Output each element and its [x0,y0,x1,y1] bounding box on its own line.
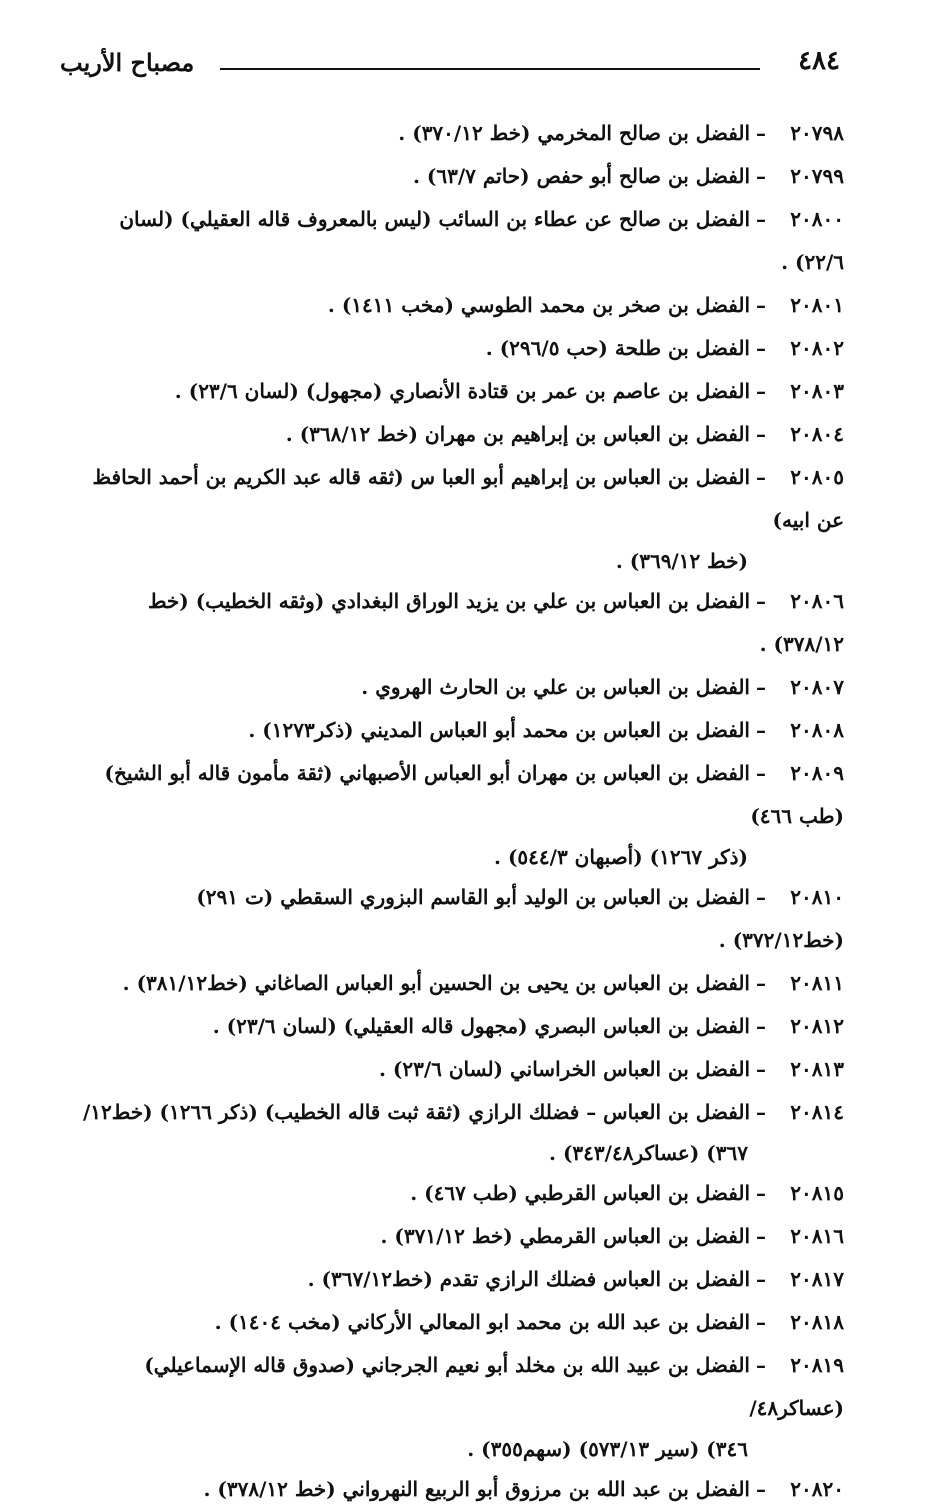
entry-number: ٢٠٨١١ [790,971,844,995]
entry-number: ٢٠٨٠١ [790,293,844,317]
entry [80,284,844,327]
entry [80,1091,844,1172]
entry-text: الفضل بن العباس بن يحيى بن الحسين أبو العباس الصاغاني (خط٣٨١/١٢) . [122,971,750,995]
entry-number: ٢٠٨١٨ [790,1310,844,1334]
header-rule [220,68,760,70]
entry-text: الفضل بن العباس القرمطي (خط ٣٧١/١٢) . [380,1224,750,1248]
entry [80,1344,844,1468]
entry [80,1172,844,1215]
entry-line [80,1172,844,1215]
entry-line [80,456,844,542]
entry-line [80,284,844,327]
entry-dash: – [756,164,766,188]
entry-number: ٢٠٨٠٧ [790,675,844,699]
entry [80,962,844,1005]
entry-text: الفضل بن العباس بن إبراهيم بن مهران (خط ٣٦٨/١٢) . [285,422,750,446]
entry-number: ٢٠٨٠٦ [790,589,844,613]
entry-dash: – [756,1224,766,1248]
entry-text: الفضل بن طلحة (حب ٢٩٦/٥) . [485,336,750,360]
entry-dash: – [756,293,766,317]
entry-dash: – [756,885,766,909]
entry [80,155,844,198]
entry-number: ٢٠٨١٤ [790,1100,844,1124]
entry-dash: – [756,718,766,742]
entry-number: ٢٠٨١٦ [790,1224,844,1248]
entry [80,876,844,962]
entry [80,666,844,709]
entry-text: الفضل بن العباس بن علي بن يزيد الوراق البغدادي (وثقه الخطيب) (خط ٣٧٨/١٢) . [147,589,844,656]
entry-number: ٢٠٨٠٤ [790,422,844,446]
entry-number: ٢٠٨٢٠ [790,1477,844,1501]
entry-dash: – [756,1014,766,1038]
entry-number: ٢٠٨١٠ [790,885,844,909]
entry-continuation: (خط ٣٦٩/١٢) . [615,549,748,573]
book-title: مصباح الأريب [60,48,195,77]
entry-number: ٢٠٨٠٢ [790,336,844,360]
entry-text: الفضل بن العباس بن مهران أبو العباس الأصبهاني (ثقة مأمون قاله أبو الشيخ) (طب ٤٦٦) [104,761,844,828]
entry-dash: – [756,1181,766,1205]
entry-text: الفضل بن صخر بن محمد الطوسي (مخب ١٤١١) . [327,293,750,317]
entry-dash: – [756,207,766,231]
entry-dash: – [756,1100,766,1124]
entry-list [80,112,844,1511]
entry-line [80,1468,844,1511]
entry-text: الفضل بن العباس بن إبراهيم أبو العبا س (ثقه قاله عبد الكريم بن أحمد الحافظ عن ابيه) [92,465,844,532]
entry-dash: – [756,675,766,699]
page-header [60,46,850,90]
entry-line [80,709,844,752]
entry-text: الفضل بن عبد الله بن محمد ابو المعالي الأركاني (مخب ١٤٠٤) . [214,1310,750,1334]
entry [80,580,844,666]
entry-line [80,1301,844,1344]
entry [80,327,844,370]
entry-text: الفضل بن عبيد الله بن مخلد أبو نعيم الجرجاني (صدوق قاله الإسماعيلي) (عساكر٤٨/ [144,1353,844,1420]
entry [80,198,844,284]
entry-line [80,876,844,962]
entry-number: ٢٠٨٠٠ [790,207,844,231]
entry-line [80,155,844,198]
entry-text: الفضل بن العباس بن الوليد أبو القاسم البزوري السقطي (ت ٢٩١) (خط٣٧٢/١٢) . [196,885,844,952]
entry-line [80,198,844,284]
entry [80,1301,844,1344]
entry [80,413,844,456]
entry-line [80,327,844,370]
entry-line [80,962,844,1005]
entry-text: الفضل بن عبد الله بن مرزوق أبو الربيع النهرواني (خط ٣٧٨/١٢) . [203,1477,750,1501]
entry [80,1215,844,1258]
entry-text: الفضل بن العباس بن محمد أبو العباس المديني (ذكر١٢٧٣) . [248,718,750,742]
entry-number: ٢٠٨١٣ [790,1057,844,1081]
entry-text: الفضل بن العباس الخراساني (لسان ٢٣/٦) . [378,1057,750,1081]
entry [80,1258,844,1301]
entry-dash: – [756,1353,766,1377]
entry [80,456,844,580]
entry-line [80,370,844,413]
entry-dash: – [756,1477,766,1501]
entry [80,1005,844,1048]
entry [80,112,844,155]
page-number: ٤٨٤ [798,46,840,76]
entry-dash: – [756,971,766,995]
entry-text: الفضل بن صالح المخرمي (خط ٣٧٠/١٢) . [398,121,750,145]
entry-line [80,1258,844,1301]
entry-dash: – [756,589,766,613]
entry-line [80,580,844,666]
entry-number: ٢٠٨٠٨ [790,718,844,742]
entry-text: الفضل بن صالح عن عطاء بن السائب (ليس بالمعروف قاله العقيلي) (لسان ٢٢/٦) . [119,207,844,274]
entry-number: ٢٠٨٠٣ [790,379,844,403]
entry-text: الفضل بن العباس القرطبي (طب ٤٦٧) . [410,1181,750,1205]
entry-number: ٢٠٨١٩ [790,1353,844,1377]
entry [80,752,844,876]
entry-dash: – [756,422,766,446]
entry-continuation: ٣٦٧) (عساكر٣٤٣/٤٨) . [549,1141,748,1165]
entry-number: ٢٠٨١٥ [790,1181,844,1205]
entry-dash: – [756,1057,766,1081]
entry-dash: – [756,336,766,360]
entry-number: ٢٠٧٩٩ [790,164,844,188]
entry-line [80,413,844,456]
entry-line [80,666,844,709]
entry-number: ٢٠٨١٧ [790,1267,844,1291]
entry-number: ٢٠٨٠٥ [790,465,844,489]
entry-dash: – [756,121,766,145]
entry-line [80,1048,844,1091]
entry-dash: – [756,1310,766,1334]
entry-dash: – [756,379,766,403]
entry [80,709,844,752]
entry-line [80,112,844,155]
entry-line [80,1005,844,1048]
entry-text: الفضل بن عاصم بن عمر بن قتادة الأنصاري (مجهول) (لسان ٢٣/٦) . [174,379,750,403]
entry-text: الفضل بن العباس – فضلك الرازي (ثقة ثبت قاله الخطيب) (ذكر ١٢٦٦) (خط١٢/ [82,1100,750,1124]
entry-dash: – [756,761,766,785]
entry [80,370,844,413]
entry-continuation: ٣٤٦) (سير ٥٧٣/١٣) (سهم٣٥٥) . [467,1437,748,1461]
entry-line [80,1215,844,1258]
entry-text: الفضل بن العباس فضلك الرازي تقدم (خط٣٦٧/١٢) . [307,1267,750,1291]
entry [80,1468,844,1511]
entry-number: ٢٠٧٩٨ [790,121,844,145]
entry-dash: – [756,465,766,489]
entry-line [80,1344,844,1430]
entry-line [80,752,844,838]
entry [80,1048,844,1091]
entry-number: ٢٠٨١٢ [790,1014,844,1038]
entry-text: الفضل بن العباس بن علي بن الحارث الهروي . [361,675,750,699]
entry-number: ٢٠٨٠٩ [790,761,844,785]
entry-line [80,1091,844,1134]
entry-continuation: (ذكر ١٢٦٧) (أصبهان ٥٤٤/٣) . [494,845,748,869]
entry-dash: – [756,1267,766,1291]
entry-text: الفضل بن صالح أبو حفص (حاتم ٦٣/٧) . [412,164,750,188]
entry-text: الفضل بن العباس البصري (مجهول قاله العقيلي) (لسان ٢٣/٦) . [212,1014,750,1038]
